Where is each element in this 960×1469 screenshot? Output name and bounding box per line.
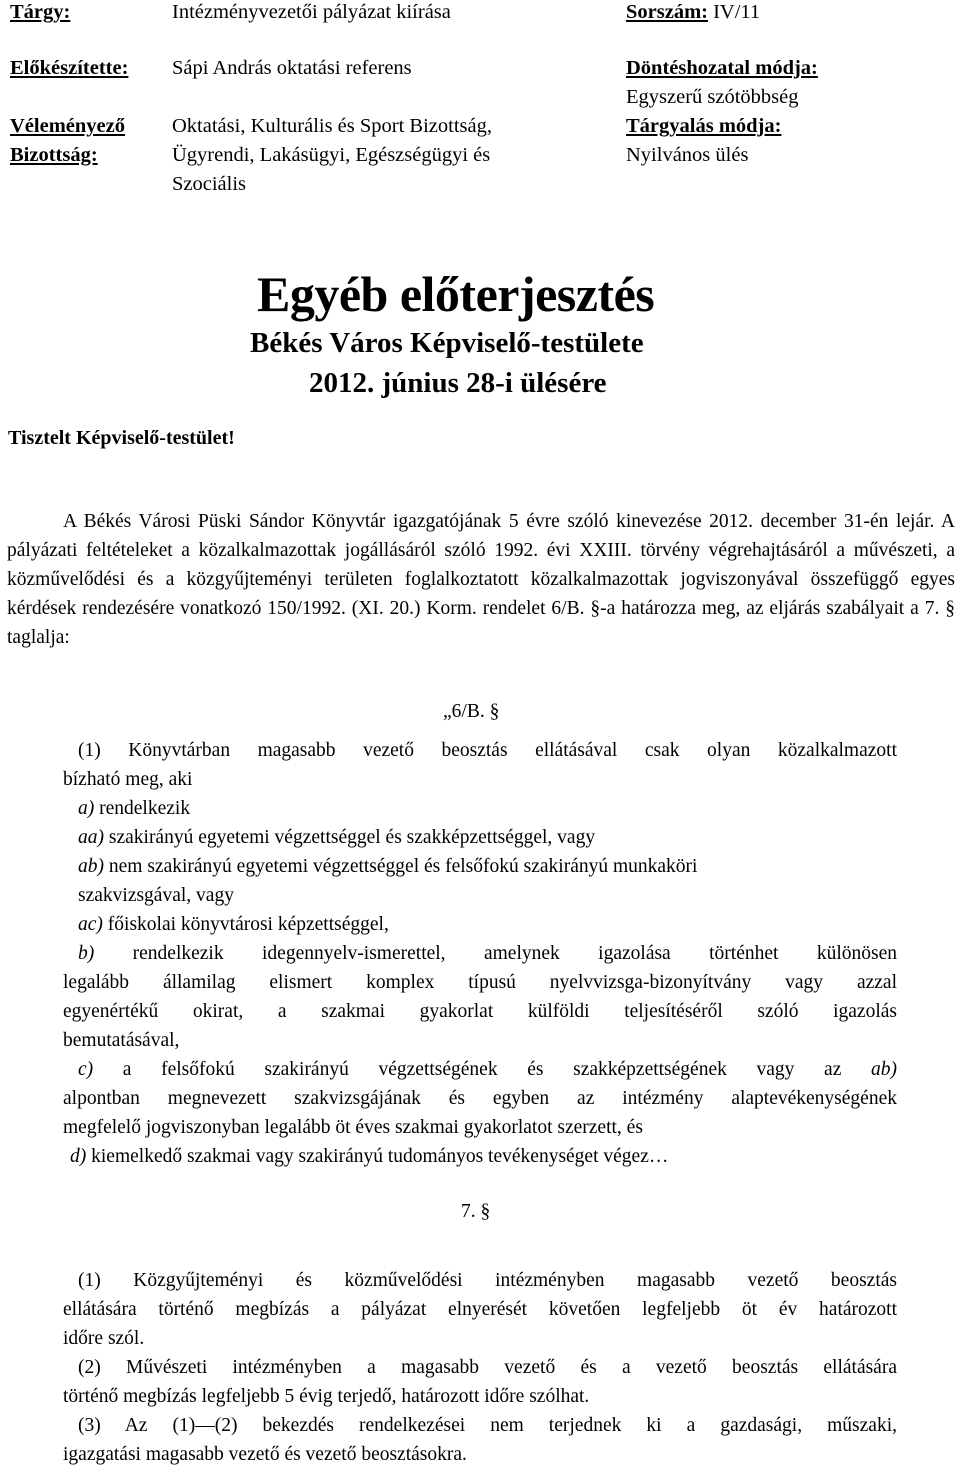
item-c-line2: alpontban megnevezett szakvizsgájának és egyben az intézmény alaptevékenységének bbox=[63, 1088, 897, 1109]
item-c-text-1: a felsőfokú szakirányú végzettségének és szakképzettségének vagy az bbox=[93, 1059, 871, 1080]
section-7-p3-line2: igazgatási magasabb vezető és vezető beosztásokra. bbox=[63, 1444, 467, 1465]
item-ac-text: főiskolai könyvtárosi képzettséggel, bbox=[102, 914, 389, 935]
item-c-marker: c) bbox=[78, 1059, 94, 1080]
item-b-line2: legalább államilag elismert komplex típusú nyelvvizsga-bizonyítvány vagy azzal bbox=[63, 972, 897, 993]
reviewer-label-2: Bizottság: bbox=[10, 144, 98, 166]
item-d bbox=[70, 1142, 668, 1171]
document-subtitle-1: Békés Város Képviselő-testülete bbox=[250, 327, 644, 359]
section-6b-heading: „6/B. § bbox=[443, 701, 500, 722]
subject-value: Intézményvezetői pályázat kiírása bbox=[172, 1, 451, 23]
item-ab-marker: ab) bbox=[78, 856, 104, 877]
item-ab-text-1: nem szakirányú egyetemi végzettséggel és felsőfokú szakirányú munkaköri bbox=[104, 856, 698, 877]
item-aa-marker: aa) bbox=[78, 827, 104, 848]
section-6b-p1-line1: (1) Könyvtárban magasabb vezető beosztás ellátásával csak olyan közalkalmazott bbox=[78, 740, 897, 761]
committee-line-1: Oktatási, Kulturális és Sport Bizottság, bbox=[172, 115, 492, 137]
item-a-text: rendelkezik bbox=[94, 798, 191, 819]
hearing-method-value: Nyilvános ülés bbox=[626, 144, 749, 166]
item-b-line3: egyenértékű okirat, a szakmai gyakorlat külföldi teljesítéséről szóló igazolás bbox=[63, 1001, 897, 1022]
item-aa-text: szakirányú egyetemi végzettséggel és szakképzettséggel, vagy bbox=[104, 827, 596, 848]
section-7-p1-line1: (1) Közgyűjteményi és közművelődési intézményben magasabb vezető beosztás bbox=[78, 1270, 897, 1291]
item-c-line3: megfelelő jogviszonyban legalább öt éves szakmai gyakorlatot szerzett, és bbox=[63, 1117, 643, 1138]
document-title: Egyéb előterjesztés bbox=[257, 266, 655, 322]
reviewer-label-1: Véleményező bbox=[10, 115, 125, 137]
item-b-marker: b) bbox=[78, 943, 95, 964]
serial-value: IV/11 bbox=[713, 1, 761, 23]
decision-method-label: Döntéshozatal módja: bbox=[626, 57, 818, 79]
section-7-p1-line2: ellátására történő megbízás a pályázat elnyerését követően legfeljebb öt év határozott bbox=[63, 1299, 897, 1320]
section-6b-p1-line2: bízható meg, aki bbox=[63, 769, 193, 790]
item-ab-line2: szakvizsgával, vagy bbox=[78, 885, 234, 906]
item-ab bbox=[78, 852, 697, 881]
section-7-p1-line3: időre szól. bbox=[63, 1328, 145, 1349]
committee-line-2: Ügyrendi, Lakásügyi, Egészségügyi és bbox=[172, 144, 491, 166]
section-7-p2-line2: történő megbízás legfeljebb 5 évig terjedő, határozott időre szólhat. bbox=[63, 1386, 590, 1407]
serial-number bbox=[626, 0, 760, 27]
serial-label: Sorszám: bbox=[626, 1, 708, 23]
item-a bbox=[78, 794, 190, 823]
item-ac bbox=[78, 910, 389, 939]
committee-line-3: Szociális bbox=[172, 173, 247, 195]
prepared-by-label: Előkészítette: bbox=[10, 57, 129, 79]
item-a-marker: a) bbox=[78, 798, 95, 819]
section-7-p3-line1: (3) Az (1)—(2) bekezdés rendelkezései nem terjednek ki a gazdasági, műszaki, bbox=[78, 1415, 897, 1436]
item-d-marker: d) bbox=[70, 1146, 87, 1167]
item-c-line1 bbox=[78, 1055, 897, 1084]
item-d-text: kiemelkedő szakmai vagy szakirányú tudományos tevékenységet végez… bbox=[86, 1146, 669, 1167]
item-b-line4: bemutatásával, bbox=[63, 1030, 180, 1051]
subject-label: Tárgy: bbox=[10, 1, 71, 23]
hearing-method-label: Tárgyalás módja: bbox=[626, 115, 782, 137]
prepared-by-value: Sápi András oktatási referens bbox=[172, 57, 412, 79]
document-subtitle-2: 2012. június 28-i ülésére bbox=[309, 367, 607, 399]
intro-paragraph: A Békés Városi Püski Sándor Könyvtár igazgatójának 5 évre szóló kinevezése 2012. december 31-én lejár. A pályázati feltételeket a közalkalmazottak jogállásáról szóló 1992. évi XXIII. törvény végrehajtásáról a művészeti, a közművelődési és a közgyűjteményi területen foglalkoztatott közalkalmazottak jogviszonyával összefüggő egyes kérdések rendezésére vonatkozó 150/1992. (XI. 20.) Korm. rendelet 6/B. §-a határozza meg, az eljárás szabályait a 7. § taglalja: bbox=[7, 511, 955, 648]
item-b-line1 bbox=[78, 939, 897, 968]
item-aa bbox=[78, 823, 595, 852]
decision-method-value: Egyszerű szótöbbség bbox=[626, 86, 799, 108]
section-7-heading: 7. § bbox=[461, 1201, 491, 1222]
item-ac-marker: ac) bbox=[78, 914, 103, 935]
item-b-text-1: rendelkezik idegennyelv-ismerettel, amelynek igazolása történhet különösen bbox=[94, 943, 897, 964]
section-7-p2-line1: (2) Művészeti intézményben a magasabb vezető és a vezető beosztás ellátására bbox=[78, 1357, 897, 1378]
salutation: Tisztelt Képviselő-testület! bbox=[8, 427, 235, 449]
item-c-ref: ab) bbox=[871, 1059, 897, 1080]
